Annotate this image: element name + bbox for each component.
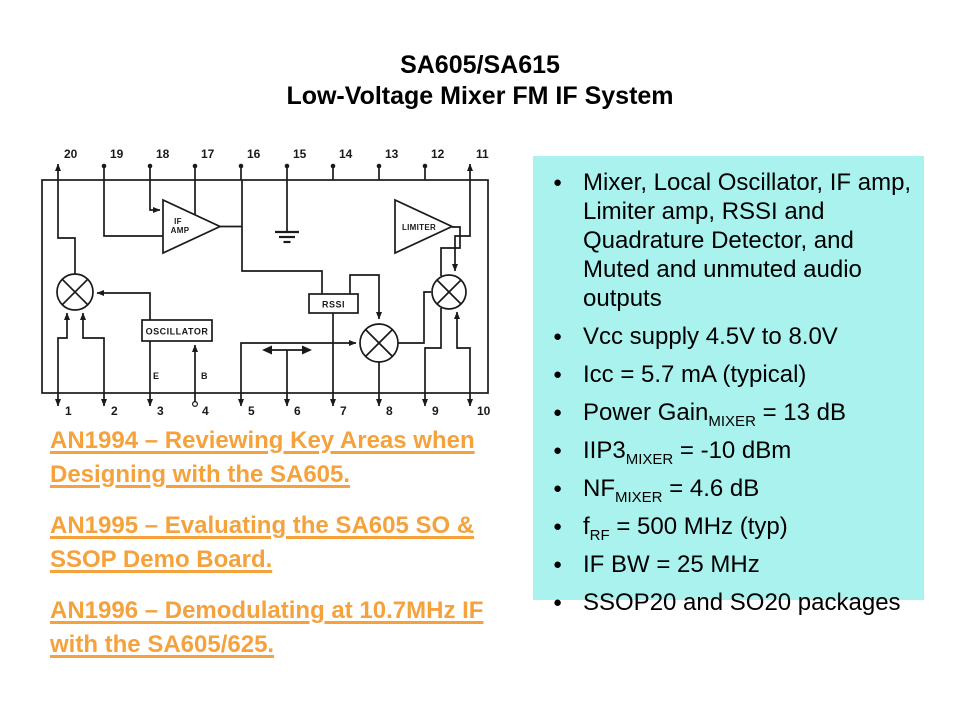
bottom-pin-stubs [58,393,470,406]
pin-label: 16 [247,147,261,161]
if-amp-label-line2: AMP [170,226,190,235]
pin-label: 5 [248,404,255,418]
rssi-block [309,294,358,313]
feature-text: = -10 dBm [673,437,792,464]
feature-item [533,360,916,398]
feature-item [533,168,916,322]
title-line-1: SA605/SA615 [400,51,560,79]
mixer-symbol-left [57,274,93,310]
feature-subscript: MIXER [625,451,674,468]
pin-label: 17 [201,147,215,161]
feature-item [533,398,916,436]
feature-subscript: MIXER [615,489,663,506]
feature-text: f [583,513,590,540]
pin-label: 13 [385,147,399,161]
ic-block-diagram-svg [35,133,505,428]
pin-label: 2 [111,404,118,418]
feature-item [533,322,916,360]
mixer-symbol-right [432,275,466,309]
feature-item [533,588,916,626]
quad-tank-arrow-icon [262,346,312,394]
feature-text: IIP3 [583,437,626,464]
pin-label: 15 [293,147,307,161]
feature-text: Mixer, Local Oscillator, IF amp, Limiter amp, RSSI and Quadrature Detector, and Muted and unmuted audio outputs [583,169,912,312]
link-an1996[interactable]: AN1996 – Demodulating at 10.7MHz IF with the SA605/625. [50,597,484,658]
features-panel [533,156,924,616]
slide-title [0,50,960,112]
pin-label: 6 [294,404,301,418]
pin-label: 1 [65,404,72,418]
feature-subscript: MIXER [708,413,756,430]
feature-text: NF [583,475,615,502]
emitter-label: E [153,371,160,381]
top-pin-numbers [64,147,489,161]
feature-text: IF BW = 25 MHz [583,551,760,578]
features-list [533,156,924,626]
pin-label: 11 [476,147,489,161]
block-diagram [35,133,505,428]
pin-label: 19 [110,147,124,161]
oscillator-label: OSCILLATOR [145,326,209,337]
feature-text: = 500 MHz (typ) [609,513,788,540]
pin-label: 8 [386,404,393,418]
feature-item [533,436,916,474]
svg-text:IF [174,217,182,226]
feature-text: Power Gain [583,399,709,426]
link-an1995[interactable]: AN1995 – Evaluating the SA605 SO & SSOP Demo Board. [50,512,475,573]
app-note-links [50,424,502,679]
feature-item [533,474,916,512]
ground-icon [275,180,299,242]
link-an1994[interactable]: AN1994 – Reviewing Key Areas when Designing with the SA605. [50,427,475,488]
pin-label: 10 [477,404,491,418]
limiter-block [395,200,452,253]
pin-label: 7 [340,404,347,418]
feature-text: Vcc supply 4.5V to 8.0V [583,323,838,350]
svg-text:AMP [171,226,190,235]
feature-item [533,550,916,588]
feature-text: = 13 dB [755,399,846,426]
feature-text: Icc = 5.7 mA (typical) [583,361,807,388]
feature-subscript: RF [589,527,610,544]
oscillator-block [142,320,212,341]
base-label: B [201,371,208,381]
feature-item [533,512,916,550]
pin-label: 20 [64,147,78,161]
rssi-label: RSSI [321,299,346,310]
feature-text: SSOP20 and SO20 packages [583,589,901,616]
mixer-symbol-middle [360,324,398,362]
pin-label: 14 [339,147,353,161]
pin-label: 12 [431,147,445,161]
limiter-label: LIMITER [401,223,437,232]
bottom-pin-numbers [65,404,491,418]
top-pin-stubs [58,164,470,180]
feature-text: = 4.6 dB [662,475,760,502]
pin-label: 9 [432,404,439,418]
if-amp-label-line1: IF [174,217,182,226]
title-line-2: Low-Voltage Mixer FM IF System [286,82,674,110]
pin-label: 3 [157,404,164,418]
pin-label: 4 [202,404,209,418]
pin-label: 18 [156,147,170,161]
if-amp-block [163,200,220,253]
